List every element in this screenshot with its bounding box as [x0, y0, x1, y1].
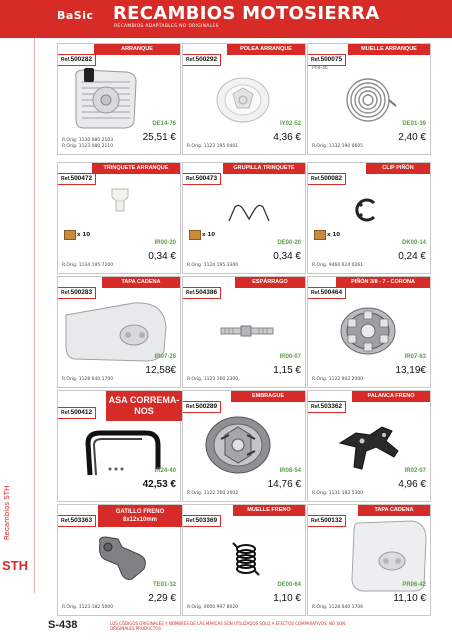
original-ref: R.Orig. 1130 080 2103 R.Orig. 1123 080 2110: [62, 138, 114, 149]
product-ref: Ref.500472: [58, 173, 96, 185]
product-name: TRINQUETE ARRANQUE: [92, 163, 180, 174]
product-code: IR07-63: [404, 354, 426, 360]
product-name: MUELLE ARRANQUE: [348, 44, 430, 55]
product-code: IR08-54: [279, 468, 301, 474]
pack-quantity: x 10: [314, 229, 342, 241]
product-card[interactable]: [182, 43, 306, 155]
product-ref: Ref.500292: [183, 54, 221, 66]
product-name: MUELLE FRENO: [233, 505, 305, 516]
product-code: IR07-28: [154, 354, 176, 360]
pulley-icon: [215, 74, 271, 124]
pack-quantity: x 10: [64, 229, 92, 241]
product-price: 13,19€: [395, 365, 426, 376]
product-price: 1,10 €: [273, 593, 301, 604]
spring-icon: [338, 76, 398, 124]
product-code: TE01-32: [152, 582, 176, 588]
product-price: 1,15 €: [273, 365, 301, 376]
product-price: 0,34 €: [273, 251, 301, 262]
original-ref: R.Orig. 0000 997 8020: [187, 605, 239, 610]
product-name: POLEA ARRANQUE: [227, 44, 305, 55]
product-code: IR02-07: [404, 468, 426, 474]
brand-logo: BaSic: [57, 9, 94, 22]
original-ref: R.Orig. 1123 195 0401: [187, 144, 239, 149]
original-ref: R.Orig. 1124 195 3300: [187, 263, 239, 268]
product-price: 14,76 €: [267, 479, 301, 490]
brake-spring-icon: [229, 541, 263, 577]
product-price: 4,96 €: [398, 479, 426, 490]
product-name: GATILLO FRENO 8x12x10mm: [98, 505, 182, 527]
product-name: TAPA CADENA: [358, 505, 430, 516]
product-ref: Ref.500283: [58, 287, 96, 299]
product-card[interactable]: [307, 390, 431, 502]
product-code: IR00-20: [154, 240, 176, 246]
product-code: IR00-07: [279, 354, 301, 360]
product-card[interactable]: [57, 390, 181, 502]
chain-cover-icon: [64, 301, 168, 363]
product-card[interactable]: [307, 276, 431, 388]
product-price: 11,10 €: [393, 593, 426, 604]
page-number: S-438: [48, 619, 78, 631]
product-card[interactable]: [182, 504, 306, 616]
product-ref: Ref.500075: [308, 54, 346, 66]
product-name: TAPA CADENA: [102, 277, 180, 288]
footer-disclaimer: LOS CÓDIGOS ORIGINALES Y NOMBRES DE LAS MARCAS SON UTILIZADOS SÓLO A EFECTOS COMPARATIVOS. NO SON ORIGINALES PRODUCTOS: [110, 621, 346, 631]
product-price: 25,51 €: [142, 132, 176, 143]
product-code: DK00-14: [401, 240, 426, 246]
original-ref: R.Orig. 9460 624 0261: [312, 263, 364, 268]
product-name: PALANCA FRENO: [352, 391, 430, 402]
product-price: 42,53 €: [142, 479, 176, 490]
product-card[interactable]: [307, 43, 431, 155]
page-title: RECAMBIOS MOTOSIERRA: [113, 3, 380, 24]
product-code: DE00-20: [277, 240, 301, 246]
product-code: IR24-40: [154, 468, 176, 474]
product-card[interactable]: [307, 504, 431, 616]
brand-code: STH: [2, 558, 28, 573]
product-ref: Ref.500282: [58, 54, 96, 66]
product-price: 2,40 €: [398, 132, 426, 143]
pack-quantity: x 10: [189, 229, 217, 241]
product-price: 2,29 €: [148, 593, 176, 604]
original-ref: R.Orig. 1122 902 2000: [312, 377, 364, 382]
product-name: EMBRAGUE: [231, 391, 305, 402]
original-ref: R.Orig. 1123 160 2300: [187, 377, 239, 382]
product-name: ARRANQUE: [94, 44, 180, 55]
brake-lever-icon: [336, 421, 402, 473]
product-name: ASA CORREMA-NOS: [106, 391, 182, 421]
product-ref: Ref.500289: [183, 401, 221, 413]
page-header: [0, 0, 452, 38]
original-ref: R.Orig. 1128 640 1700: [62, 377, 114, 382]
e-clip-icon: [354, 197, 380, 223]
sidebar-label: Recambios STH: [3, 485, 11, 540]
product-price: 0,24 €: [398, 251, 426, 262]
original-ref: R.Orig. 1134 195 7200: [62, 263, 114, 268]
original-ref: R.Orig. 1122 160 2002: [187, 491, 239, 496]
product-card[interactable]: [57, 43, 181, 155]
product-code: DE00-64: [277, 582, 301, 588]
box-icon: [189, 230, 201, 240]
sprocket-icon: [338, 305, 398, 357]
product-code: PR06-42: [402, 582, 426, 588]
product-ref: Ref.500464: [308, 287, 346, 299]
starter-icon: [70, 68, 142, 130]
product-ref: Ref.503362: [308, 401, 346, 413]
product-name: CLIP PIÑÓN: [366, 163, 430, 174]
product-card[interactable]: [182, 276, 306, 388]
product-card[interactable]: [182, 162, 306, 274]
product-code: DE14-76: [152, 121, 176, 127]
trigger-icon: [92, 535, 150, 583]
product-ref: Ref.503369: [183, 515, 221, 527]
product-ref: Ref.503363: [58, 515, 96, 527]
product-card[interactable]: [307, 162, 431, 274]
product-price: 12,58€: [145, 365, 176, 376]
clutch-icon: [203, 413, 273, 475]
product-card[interactable]: [182, 390, 306, 502]
product-ref: Ref.500082: [308, 173, 346, 185]
product-ref: Ref.500132: [308, 515, 346, 527]
product-code: DE01-39: [402, 121, 426, 127]
product-name: ESPÁRRAGO: [235, 277, 305, 288]
handlebar-icon: [80, 429, 166, 479]
box-icon: [314, 230, 326, 240]
stud-bolt-icon: [219, 323, 275, 339]
product-price: 0,34 €: [148, 251, 176, 262]
page-subtitle: RECAMBIOS ADAPTABLES NO ORIGINALES: [114, 24, 219, 29]
original-ref: R.Orig. 1132 190 0605: [312, 144, 364, 149]
product-ref: Ref.500412: [58, 407, 96, 419]
product-card[interactable]: [57, 504, 181, 616]
product-code: IY02-52: [279, 121, 301, 127]
original-ref: R.Orig. 1123 182 5000: [62, 605, 114, 610]
original-ref: R.Orig. 1131 182 5300: [312, 491, 364, 496]
product-name: PIÑÓN 3/8 - 7 - CORONA: [336, 277, 430, 288]
product-subref: P09-46: [312, 66, 328, 71]
clip-icon: [227, 201, 271, 225]
product-ref: Ref.500473: [183, 173, 221, 185]
original-ref: R.Orig. 1128 640 1706: [312, 605, 364, 610]
box-icon: [64, 230, 76, 240]
product-name: GRUPILLA TRINQUETE: [223, 163, 305, 174]
pawl-icon: [108, 187, 132, 213]
sidebar-divider: [34, 38, 35, 593]
product-price: 4,36 €: [273, 132, 301, 143]
product-ref: Ref.504386: [183, 287, 221, 299]
product-card[interactable]: [57, 276, 181, 388]
product-card[interactable]: [57, 162, 181, 274]
